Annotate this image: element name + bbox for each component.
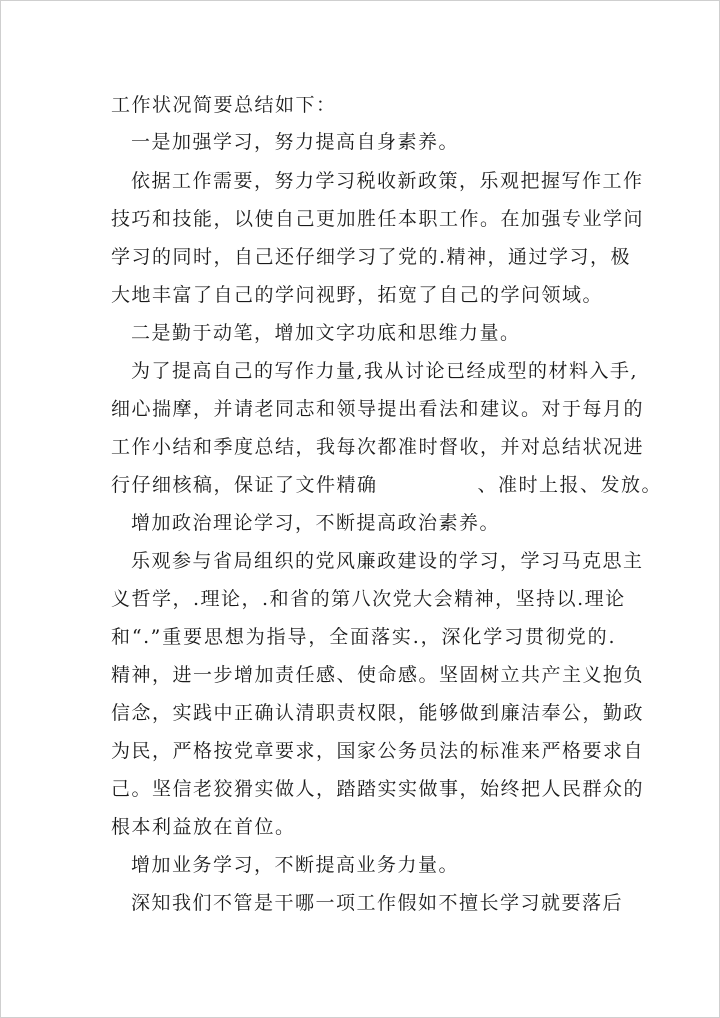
text-line: 技巧和技能，以使自己更加胜任本职工作。在加强专业学问 <box>111 208 645 230</box>
text-line: 学习的同时，自己还仔细学习了党的.精神，通过学习，极 <box>111 246 632 268</box>
text-line: 信念，实践中正确认清职责权限，能够做到廉洁奉公，勤政 <box>111 702 645 724</box>
section-heading: 二是勤于动笔，增加文字功底和思维力量。 <box>131 322 521 344</box>
text-line: 己。坚信老狡猾实做人，踏踏实实做事，始终把人民群众的 <box>111 778 645 800</box>
text-line <box>111 473 662 497</box>
text-line: 根本利益放在首位。 <box>111 816 296 838</box>
text-segment: 、准时上报、发放。 <box>477 474 663 496</box>
section-heading: 增加业务学习，不断提高业务力量。 <box>131 854 460 876</box>
text-line: 为民，严格按党章要求，国家公务员法的标准来严格要求自 <box>111 740 645 762</box>
text-line: 工作小结和季度总结，我每次都准时督收，并对总结状况进 <box>111 436 645 458</box>
text-line: 工作状况简要总结如下： <box>111 94 337 116</box>
text-line: 大地丰富了自己的学问视野，拓宽了自己的学问领域。 <box>111 284 604 306</box>
text-segment: 行仔细核稿，保证了文件精确 <box>111 474 378 496</box>
text-line: 为了提高自己的写作力量,我从讨论已经成型的材料入手, <box>131 360 639 382</box>
text-line: 乐观参与省局组织的党风廉政建设的学习，学习马克思主 <box>131 550 644 572</box>
text-line: 义哲学，.理论，.和省的第八次党大会精神，坚持以.理论 <box>111 588 626 610</box>
text-line: 深知我们不管是干哪一项工作假如不擅长学习就要落后 <box>131 892 624 914</box>
text-line: 细心揣摩，并请老同志和领导提出看法和建议。对于每月的 <box>111 398 645 420</box>
text-line: 精神，进一步增加责任感、使命感。坚固树立共产主义抱负 <box>111 664 645 686</box>
section-heading: 增加政治理论学习，不断提高政治素养。 <box>131 512 501 534</box>
text-line: 和“.”重要思想为指导，全面落实.，深化学习贯彻党的. <box>111 626 616 648</box>
section-heading: 一是加强学习，努力提高自身素养。 <box>131 131 460 153</box>
text-line: 依据工作需要，努力学习税收新政策，乐观把握写作工作 <box>131 170 644 192</box>
